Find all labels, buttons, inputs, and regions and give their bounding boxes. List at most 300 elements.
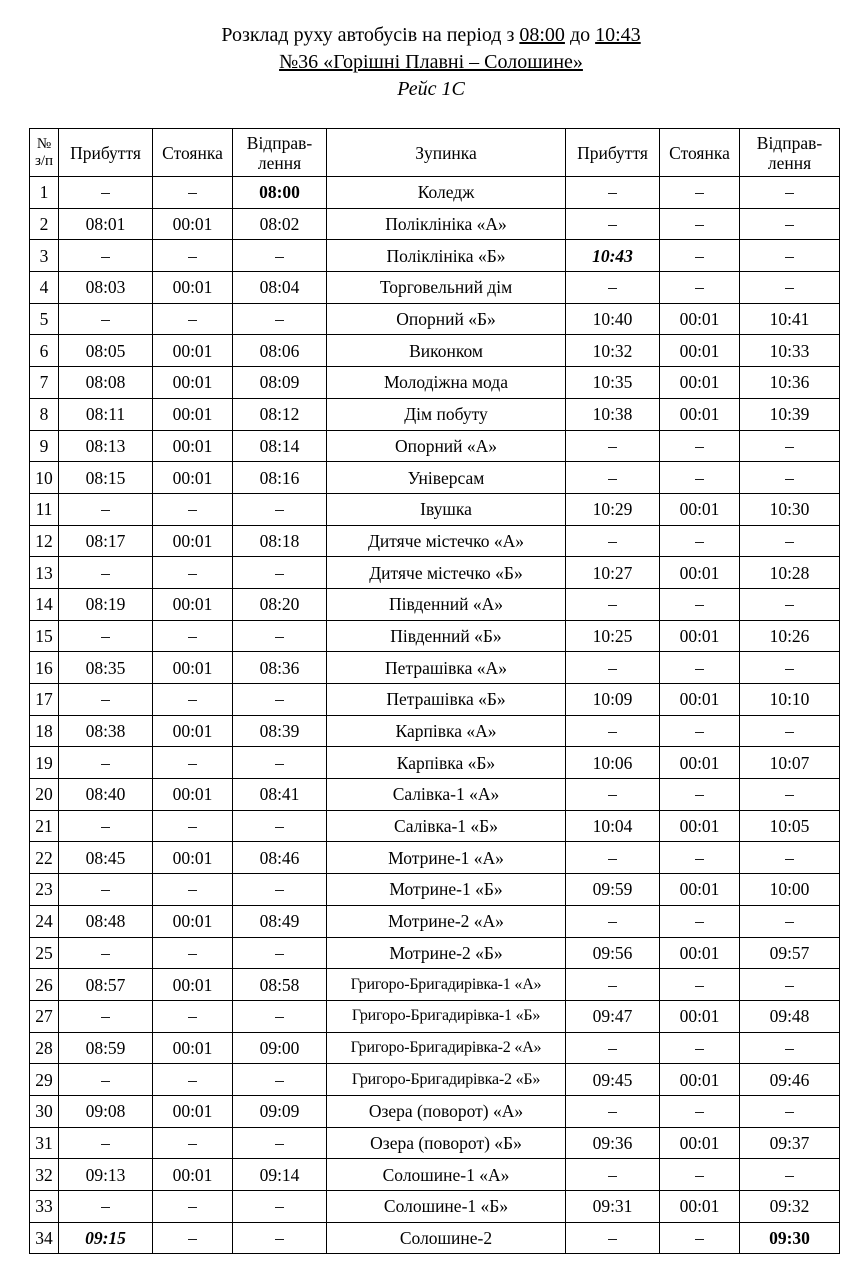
stop-duration: 00:01 — [153, 1159, 233, 1191]
departure-time-return: – — [740, 272, 840, 304]
stop-name: Дитяче містечко «А» — [327, 525, 566, 557]
arrival-time: 08:38 — [59, 715, 153, 747]
departure-time: – — [233, 1064, 327, 1096]
stop-duration: – — [153, 1064, 233, 1096]
stop-name: Універсам — [327, 462, 566, 494]
departure-time-return: – — [740, 208, 840, 240]
departure-time: – — [233, 620, 327, 652]
header-prefix: Розклад руху автобусів на період з — [221, 24, 515, 46]
departure-time-return: 10:33 — [740, 335, 840, 367]
departure-time: 09:14 — [233, 1159, 327, 1191]
stop-duration-return: – — [660, 525, 740, 557]
stop-duration-return: – — [660, 430, 740, 462]
stop-duration: 00:01 — [153, 588, 233, 620]
arrival-time-return: 10:43 — [566, 240, 660, 272]
arrival-time-return: – — [566, 1222, 660, 1254]
row-number: 34 — [30, 1222, 59, 1254]
row-number: 4 — [30, 272, 59, 304]
stop-name: Салівка-1 «Б» — [327, 810, 566, 842]
header-mid: до — [569, 24, 591, 46]
stop-name: Солошине-1 «Б» — [327, 1191, 566, 1223]
arrival-time: 08:57 — [59, 969, 153, 1001]
departure-time-return: 10:00 — [740, 874, 840, 906]
table-header-row — [30, 129, 840, 177]
arrival-time: – — [59, 810, 153, 842]
header-line-1 — [0, 22, 862, 49]
stop-duration-return: – — [660, 905, 740, 937]
table-row — [30, 937, 840, 969]
table-row — [30, 747, 840, 779]
arrival-time-return: – — [566, 715, 660, 747]
arrival-time-return: – — [566, 177, 660, 209]
table-row — [30, 335, 840, 367]
stop-duration: 00:01 — [153, 398, 233, 430]
arrival-time-return: – — [566, 588, 660, 620]
stop-duration-return: – — [660, 842, 740, 874]
col-header-arrival: Прибуття — [59, 129, 153, 177]
arrival-time-return: 09:56 — [566, 937, 660, 969]
arrival-time-return: 10:04 — [566, 810, 660, 842]
col-header-departure-return: Відправ- лення — [740, 129, 840, 177]
stop-name: Південний «А» — [327, 588, 566, 620]
arrival-time: – — [59, 557, 153, 589]
arrival-time-return: – — [566, 905, 660, 937]
arrival-time-return: – — [566, 1095, 660, 1127]
departure-time: 08:41 — [233, 779, 327, 811]
stop-duration-return: 00:01 — [660, 620, 740, 652]
arrival-time-return: 10:25 — [566, 620, 660, 652]
departure-time: 08:20 — [233, 588, 327, 620]
stop-duration: 00:01 — [153, 335, 233, 367]
col-header-stop: Стоянка — [153, 129, 233, 177]
stop-duration-return: – — [660, 240, 740, 272]
col-header-stop-return: Стоянка — [660, 129, 740, 177]
departure-time-return: 10:05 — [740, 810, 840, 842]
stop-name: Поліклініка «А» — [327, 208, 566, 240]
stop-duration-return: – — [660, 715, 740, 747]
row-number: 25 — [30, 937, 59, 969]
stop-name: Південний «Б» — [327, 620, 566, 652]
stop-duration-return: – — [660, 272, 740, 304]
stop-duration-return: – — [660, 462, 740, 494]
arrival-time-return: 10:32 — [566, 335, 660, 367]
stop-duration: 00:01 — [153, 462, 233, 494]
departure-time: 09:00 — [233, 1032, 327, 1064]
stop-duration-return: – — [660, 177, 740, 209]
stop-name: Поліклініка «Б» — [327, 240, 566, 272]
departure-time: 08:09 — [233, 367, 327, 399]
row-number: 27 — [30, 1000, 59, 1032]
row-number: 28 — [30, 1032, 59, 1064]
arrival-time: – — [59, 874, 153, 906]
departure-time: – — [233, 1127, 327, 1159]
stop-duration-return: – — [660, 588, 740, 620]
arrival-time: 08:15 — [59, 462, 153, 494]
stop-duration-return: – — [660, 652, 740, 684]
arrival-time: – — [59, 1064, 153, 1096]
table-row — [30, 684, 840, 716]
stop-duration-return: 00:01 — [660, 684, 740, 716]
stop-duration: 00:01 — [153, 779, 233, 811]
table-row — [30, 1064, 840, 1096]
departure-time-return: 09:37 — [740, 1127, 840, 1159]
schedule-table — [29, 128, 840, 1254]
departure-time: – — [233, 1191, 327, 1223]
departure-time: 08:58 — [233, 969, 327, 1001]
table-row — [30, 462, 840, 494]
arrival-time: 08:17 — [59, 525, 153, 557]
arrival-time: – — [59, 240, 153, 272]
departure-time-return: 10:30 — [740, 493, 840, 525]
departure-time: – — [233, 684, 327, 716]
row-number: 21 — [30, 810, 59, 842]
stop-duration: – — [153, 493, 233, 525]
stop-name: Озера (поворот) «Б» — [327, 1127, 566, 1159]
stop-duration-return: 00:01 — [660, 937, 740, 969]
arrival-time: 09:08 — [59, 1095, 153, 1127]
table-row — [30, 272, 840, 304]
departure-time: 08:49 — [233, 905, 327, 937]
departure-time-return: – — [740, 430, 840, 462]
stop-duration: – — [153, 874, 233, 906]
stop-duration-return: 00:01 — [660, 1127, 740, 1159]
stop-duration-return: – — [660, 1222, 740, 1254]
departure-time: 08:46 — [233, 842, 327, 874]
table-row — [30, 1127, 840, 1159]
arrival-time: 08:35 — [59, 652, 153, 684]
row-number: 32 — [30, 1159, 59, 1191]
departure-time: 08:16 — [233, 462, 327, 494]
stop-name: Карпівка «Б» — [327, 747, 566, 779]
arrival-time-return: 09:36 — [566, 1127, 660, 1159]
arrival-time-return: 10:29 — [566, 493, 660, 525]
period-to: 10:43 — [595, 24, 641, 46]
row-number: 14 — [30, 588, 59, 620]
stop-name: Солошине-2 — [327, 1222, 566, 1254]
departure-time-return: – — [740, 525, 840, 557]
row-number: 29 — [30, 1064, 59, 1096]
row-number: 10 — [30, 462, 59, 494]
stop-duration: – — [153, 1191, 233, 1223]
departure-time-return: – — [740, 1159, 840, 1191]
arrival-time: 09:15 — [59, 1222, 153, 1254]
stop-duration: – — [153, 684, 233, 716]
stop-duration: 00:01 — [153, 272, 233, 304]
arrival-time-return: – — [566, 462, 660, 494]
table-row — [30, 1095, 840, 1127]
arrival-time: 08:48 — [59, 905, 153, 937]
departure-time-return: 10:07 — [740, 747, 840, 779]
departure-time-return: 10:36 — [740, 367, 840, 399]
table-row — [30, 969, 840, 1001]
arrival-time-return: – — [566, 525, 660, 557]
stop-duration-return: 00:01 — [660, 747, 740, 779]
departure-time: 08:18 — [233, 525, 327, 557]
stop-duration-return: – — [660, 1095, 740, 1127]
departure-time-return: – — [740, 1095, 840, 1127]
stop-duration: 00:01 — [153, 1095, 233, 1127]
departure-time-return: 09:32 — [740, 1191, 840, 1223]
arrival-time-return: – — [566, 969, 660, 1001]
departure-time: 08:39 — [233, 715, 327, 747]
arrival-time-return: 09:31 — [566, 1191, 660, 1223]
table-row — [30, 588, 840, 620]
arrival-time: – — [59, 747, 153, 779]
table-row — [30, 1222, 840, 1254]
row-number: 2 — [30, 208, 59, 240]
departure-time-return: – — [740, 969, 840, 1001]
stop-name: Торговельний дім — [327, 272, 566, 304]
arrival-time-return: – — [566, 1032, 660, 1064]
table-row — [30, 1191, 840, 1223]
stop-duration: 00:01 — [153, 842, 233, 874]
arrival-time: 09:13 — [59, 1159, 153, 1191]
arrival-time: 08:08 — [59, 367, 153, 399]
stop-name: Петрашівка «А» — [327, 652, 566, 684]
stop-duration: – — [153, 620, 233, 652]
arrival-time-return: 10:27 — [566, 557, 660, 589]
arrival-time: 08:19 — [59, 588, 153, 620]
stop-duration: 00:01 — [153, 525, 233, 557]
row-number: 9 — [30, 430, 59, 462]
col-header-arrival-return: Прибуття — [566, 129, 660, 177]
arrival-time: – — [59, 684, 153, 716]
arrival-time: 08:03 — [59, 272, 153, 304]
stop-duration: 00:01 — [153, 652, 233, 684]
table-row — [30, 620, 840, 652]
route-title — [0, 49, 862, 76]
departure-time: 08:04 — [233, 272, 327, 304]
route-name: №36 «Горішні Плавні – Солошине» — [279, 51, 583, 73]
row-number: 17 — [30, 684, 59, 716]
departure-time-return: – — [740, 588, 840, 620]
departure-time-return: – — [740, 1032, 840, 1064]
arrival-time-return: 10:09 — [566, 684, 660, 716]
table-row — [30, 1032, 840, 1064]
stop-name: Коледж — [327, 177, 566, 209]
trip-title: Рейс 1С — [397, 78, 465, 100]
arrival-time-return: 10:38 — [566, 398, 660, 430]
arrival-time-return: – — [566, 208, 660, 240]
departure-time: – — [233, 810, 327, 842]
row-number: 19 — [30, 747, 59, 779]
table-row — [30, 874, 840, 906]
departure-time-return: – — [740, 905, 840, 937]
table-row — [30, 1000, 840, 1032]
stop-duration: 00:01 — [153, 969, 233, 1001]
stop-name: Григоро-Бригадирівка-1 «Б» — [327, 1000, 566, 1032]
arrival-time-return: 09:47 — [566, 1000, 660, 1032]
departure-time-return: 09:30 — [740, 1222, 840, 1254]
stop-duration: 00:01 — [153, 367, 233, 399]
row-number: 13 — [30, 557, 59, 589]
stop-duration-return: 00:01 — [660, 398, 740, 430]
row-number: 20 — [30, 779, 59, 811]
departure-time: 08:14 — [233, 430, 327, 462]
departure-time: 09:09 — [233, 1095, 327, 1127]
departure-time-return: – — [740, 842, 840, 874]
departure-time: – — [233, 1000, 327, 1032]
arrival-time-return: 09:45 — [566, 1064, 660, 1096]
departure-time: – — [233, 240, 327, 272]
stop-duration-return: 00:01 — [660, 1191, 740, 1223]
stop-duration: – — [153, 1000, 233, 1032]
departure-time-return: – — [740, 240, 840, 272]
table-row — [30, 810, 840, 842]
row-number: 16 — [30, 652, 59, 684]
schedule-rows — [30, 177, 840, 1254]
stop-name: Молодіжна мода — [327, 367, 566, 399]
stop-name: Мотрине-2 «Б» — [327, 937, 566, 969]
stop-duration-return: 00:01 — [660, 493, 740, 525]
stop-duration-return: 00:01 — [660, 1000, 740, 1032]
stop-name: Озера (поворот) «А» — [327, 1095, 566, 1127]
departure-time-return: – — [740, 652, 840, 684]
arrival-time-return: 10:35 — [566, 367, 660, 399]
departure-time-return: 10:26 — [740, 620, 840, 652]
table-row — [30, 177, 840, 209]
table-row — [30, 303, 840, 335]
arrival-time: – — [59, 1127, 153, 1159]
departure-time-return: – — [740, 177, 840, 209]
stop-duration: 00:01 — [153, 905, 233, 937]
row-number: 15 — [30, 620, 59, 652]
stop-duration-return: – — [660, 779, 740, 811]
stop-duration: – — [153, 810, 233, 842]
arrival-time: 08:11 — [59, 398, 153, 430]
table-row — [30, 430, 840, 462]
departure-time: 08:06 — [233, 335, 327, 367]
stop-name: Дім побуту — [327, 398, 566, 430]
arrival-time: – — [59, 1000, 153, 1032]
stop-name: Івушка — [327, 493, 566, 525]
row-number: 22 — [30, 842, 59, 874]
stop-duration: – — [153, 937, 233, 969]
departure-time: 08:00 — [233, 177, 327, 209]
departure-time: – — [233, 493, 327, 525]
departure-time: – — [233, 303, 327, 335]
departure-time: – — [233, 557, 327, 589]
departure-time: – — [233, 747, 327, 779]
row-number: 26 — [30, 969, 59, 1001]
departure-time: 08:12 — [233, 398, 327, 430]
row-number: 7 — [30, 367, 59, 399]
departure-time-return: 09:48 — [740, 1000, 840, 1032]
table-row — [30, 779, 840, 811]
col-header-stop-name: Зупинка — [327, 129, 566, 177]
stop-duration: 00:01 — [153, 1032, 233, 1064]
table-row — [30, 493, 840, 525]
stop-duration: 00:01 — [153, 208, 233, 240]
arrival-time-return: 10:06 — [566, 747, 660, 779]
stop-duration-return: – — [660, 1159, 740, 1191]
stop-name: Карпівка «А» — [327, 715, 566, 747]
arrival-time: 08:13 — [59, 430, 153, 462]
col-header-number: № з/п — [30, 129, 59, 177]
departure-time-return: – — [740, 462, 840, 494]
departure-time: – — [233, 1222, 327, 1254]
stop-name: Опорний «А» — [327, 430, 566, 462]
departure-time: – — [233, 937, 327, 969]
departure-time-return: 09:57 — [740, 937, 840, 969]
row-number: 12 — [30, 525, 59, 557]
stop-duration: 00:01 — [153, 715, 233, 747]
stop-name: Дитяче містечко «Б» — [327, 557, 566, 589]
stop-name: Григоро-Бригадирівка-2 «Б» — [327, 1064, 566, 1096]
arrival-time: – — [59, 303, 153, 335]
arrival-time-return: – — [566, 842, 660, 874]
table-row — [30, 398, 840, 430]
table-row — [30, 240, 840, 272]
arrival-time: 08:45 — [59, 842, 153, 874]
table-row — [30, 208, 840, 240]
table-row — [30, 715, 840, 747]
table-row — [30, 905, 840, 937]
arrival-time: – — [59, 493, 153, 525]
arrival-time: – — [59, 1191, 153, 1223]
departure-time: 08:02 — [233, 208, 327, 240]
row-number: 24 — [30, 905, 59, 937]
departure-time-return: – — [740, 715, 840, 747]
arrival-time: – — [59, 177, 153, 209]
stop-duration-return: 00:01 — [660, 367, 740, 399]
period-from: 08:00 — [519, 24, 565, 46]
table-row — [30, 367, 840, 399]
row-number: 6 — [30, 335, 59, 367]
arrival-time-return: 10:40 — [566, 303, 660, 335]
stop-duration-return: 00:01 — [660, 303, 740, 335]
table-row — [30, 842, 840, 874]
col-header-departure: Відправ- лення — [233, 129, 327, 177]
arrival-time-return: – — [566, 779, 660, 811]
stop-name: Мотрине-2 «А» — [327, 905, 566, 937]
departure-time-return: – — [740, 779, 840, 811]
arrival-time: 08:05 — [59, 335, 153, 367]
departure-time-return: 09:46 — [740, 1064, 840, 1096]
arrival-time-return: – — [566, 430, 660, 462]
departure-time-return: 10:28 — [740, 557, 840, 589]
stop-name: Опорний «Б» — [327, 303, 566, 335]
row-number: 33 — [30, 1191, 59, 1223]
departure-time: 08:36 — [233, 652, 327, 684]
arrival-time-return: 09:59 — [566, 874, 660, 906]
stop-name: Солошине-1 «А» — [327, 1159, 566, 1191]
stop-duration-return: – — [660, 969, 740, 1001]
row-number: 5 — [30, 303, 59, 335]
departure-time-return: 10:39 — [740, 398, 840, 430]
departure-time: – — [233, 874, 327, 906]
stop-duration: – — [153, 177, 233, 209]
stop-name: Григоро-Бригадирівка-1 «А» — [327, 969, 566, 1001]
stop-duration-return: – — [660, 208, 740, 240]
stop-duration-return: 00:01 — [660, 874, 740, 906]
stop-name: Григоро-Бригадирівка-2 «А» — [327, 1032, 566, 1064]
row-number: 11 — [30, 493, 59, 525]
arrival-time: 08:59 — [59, 1032, 153, 1064]
stop-duration: – — [153, 1222, 233, 1254]
row-number: 31 — [30, 1127, 59, 1159]
table-row — [30, 525, 840, 557]
row-number: 1 — [30, 177, 59, 209]
stop-name: Петрашівка «Б» — [327, 684, 566, 716]
arrival-time: 08:40 — [59, 779, 153, 811]
table-row — [30, 1159, 840, 1191]
arrival-time: – — [59, 937, 153, 969]
stop-duration: – — [153, 747, 233, 779]
row-number: 30 — [30, 1095, 59, 1127]
stop-name: Мотрине-1 «Б» — [327, 874, 566, 906]
stop-duration: 00:01 — [153, 430, 233, 462]
